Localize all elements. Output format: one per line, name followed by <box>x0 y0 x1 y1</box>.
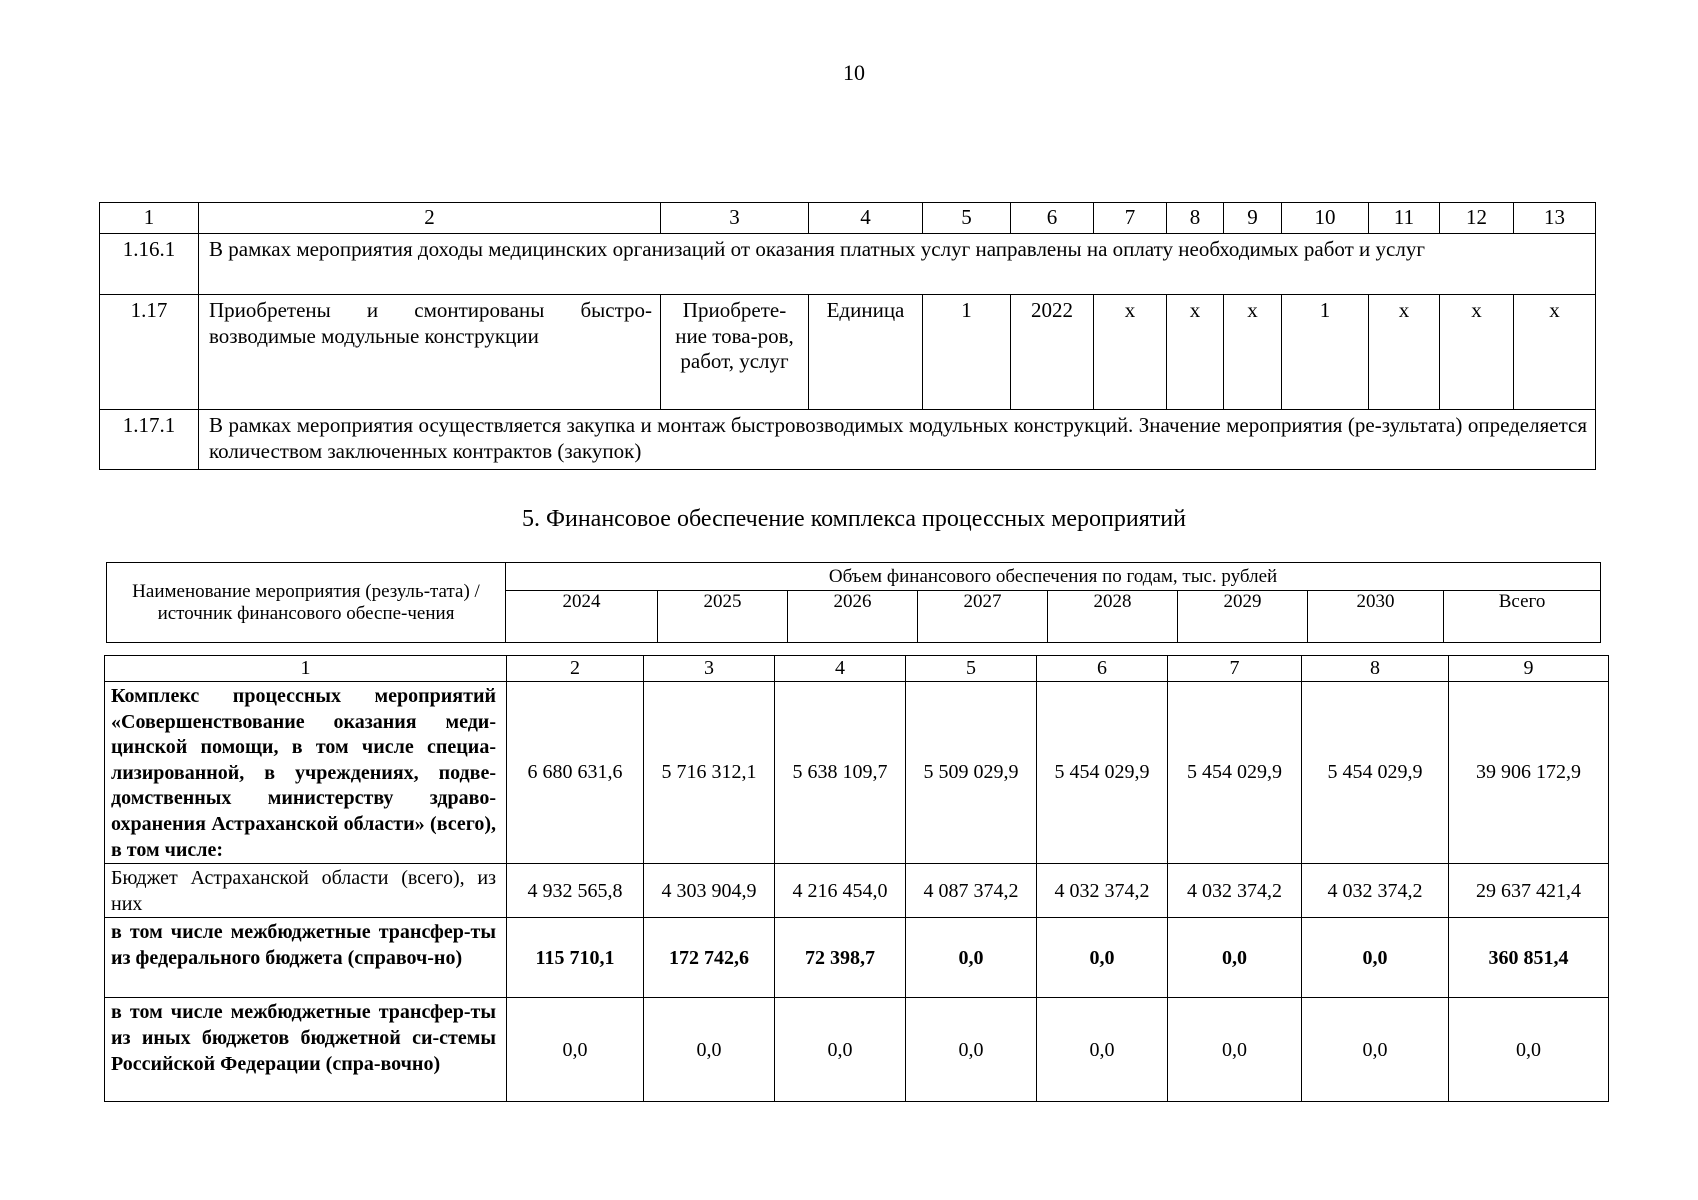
measure-name: в том числе межбюджетные трансфер-ты из федерального бюджета (справоч-но) <box>105 918 507 998</box>
row-number: 1.16.1 <box>100 234 199 295</box>
year-value: х <box>1440 295 1514 410</box>
amount-cell: 172 742,6 <box>644 918 775 998</box>
name-column-header: Наименование мероприятия (резуль-тата) / источник финансового обеспе-чения <box>107 563 506 643</box>
amount-cell: 4 032 374,2 <box>1168 864 1302 918</box>
amount-cell: 0,0 <box>1168 998 1302 1102</box>
column-number: 3 <box>644 656 775 682</box>
year-header: 2024 <box>506 591 658 643</box>
row-description: В рамках мероприятия осуществляется закупка и монтаж быстровозводимых модульных конструкций. Значение мероприятия (ре-зультата) определяется количеством заключенных контрактов (закупок) <box>199 410 1596 470</box>
total-amount-cell: 360 851,4 <box>1449 918 1609 998</box>
year-header: 2025 <box>658 591 788 643</box>
row-number: 1.17 <box>100 295 199 410</box>
financing-header-table <box>106 562 1601 643</box>
year-value: х <box>1094 295 1167 410</box>
amount-cell: 5 509 029,9 <box>906 682 1037 864</box>
amount-cell: 72 398,7 <box>775 918 906 998</box>
year-header: 2030 <box>1308 591 1444 643</box>
column-number: 2 <box>507 656 644 682</box>
measure-name: в том числе межбюджетные трансфер-ты из иных бюджетов бюджетной си-стемы Российской Федерации (спра-вочно) <box>105 998 507 1102</box>
amount-cell: 5 454 029,9 <box>1168 682 1302 864</box>
column-number: 6 <box>1011 203 1094 234</box>
column-number: 9 <box>1449 656 1609 682</box>
table-row <box>105 864 1609 918</box>
column-number: 5 <box>923 203 1011 234</box>
table-row <box>100 295 1596 410</box>
total-amount-cell: 39 906 172,9 <box>1449 682 1609 864</box>
year-value: х <box>1514 295 1596 410</box>
amount-cell: 4 303 904,9 <box>644 864 775 918</box>
table-row <box>105 998 1609 1102</box>
amount-cell: 5 454 029,9 <box>1037 682 1168 864</box>
amount-cell: 115 710,1 <box>507 918 644 998</box>
row-number: 1.17.1 <box>100 410 199 470</box>
column-number: 3 <box>661 203 809 234</box>
measure-name: Комплекс процессных мероприятий «Совершенствование оказания меди-цинской помощи, в том числе специа-лизированной, в учреждениях, подве-домственных министерству здраво-охранения Астраханской области» (всего), в том числе: <box>105 682 507 864</box>
column-number: 4 <box>775 656 906 682</box>
column-number: 4 <box>809 203 923 234</box>
table-row <box>100 234 1596 295</box>
amount-cell: 5 454 029,9 <box>1302 682 1449 864</box>
year-value: х <box>1224 295 1282 410</box>
amount-cell: 0,0 <box>775 998 906 1102</box>
column-number: 10 <box>1282 203 1369 234</box>
total-amount-cell: 29 637 421,4 <box>1449 864 1609 918</box>
column-number: 9 <box>1224 203 1282 234</box>
column-number: 1 <box>100 203 199 234</box>
amount-cell: 0,0 <box>1168 918 1302 998</box>
amount-cell: 5 716 312,1 <box>644 682 775 864</box>
amount-cell: 0,0 <box>507 998 644 1102</box>
year-value: 1 <box>1282 295 1369 410</box>
year-value: х <box>1369 295 1440 410</box>
amount-cell: 4 087 374,2 <box>906 864 1037 918</box>
table-row <box>100 410 1596 470</box>
column-number: 6 <box>1037 656 1168 682</box>
result-name: Приобретены и смонтированы быстро-возводимые модульные конструкции <box>199 295 661 410</box>
year-value: х <box>1167 295 1224 410</box>
year-header: 2028 <box>1048 591 1178 643</box>
year-header: 2027 <box>918 591 1048 643</box>
amount-cell: 0,0 <box>1037 998 1168 1102</box>
amount-cell: 0,0 <box>1302 998 1449 1102</box>
table-header-row <box>100 203 1596 234</box>
result-type: Приобрете-ние това-ров, работ, услуг <box>661 295 809 410</box>
table-row <box>105 918 1609 998</box>
amount-cell: 0,0 <box>1037 918 1168 998</box>
financing-table <box>104 655 1609 1102</box>
amount-cell: 6 680 631,6 <box>507 682 644 864</box>
column-number: 11 <box>1369 203 1440 234</box>
year-header: 2026 <box>788 591 918 643</box>
row-description: В рамках мероприятия доходы медицинских организаций от оказания платных услуг направлены на оплату необходимых работ и услуг <box>199 234 1596 295</box>
amount-cell: 4 032 374,2 <box>1037 864 1168 918</box>
column-number: 2 <box>199 203 661 234</box>
page-number: 10 <box>843 60 865 85</box>
year-header: 2029 <box>1178 591 1308 643</box>
total-header: Всего <box>1444 591 1601 643</box>
section-title: 5. Финансовое обеспечение комплекса процессных мероприятий <box>522 506 1186 532</box>
column-number: 8 <box>1302 656 1449 682</box>
column-number: 13 <box>1514 203 1596 234</box>
column-number: 1 <box>105 656 507 682</box>
column-number: 7 <box>1094 203 1167 234</box>
amount-cell: 0,0 <box>906 998 1037 1102</box>
amount-cell: 4 932 565,8 <box>507 864 644 918</box>
amount-cell: 0,0 <box>906 918 1037 998</box>
column-number: 8 <box>1167 203 1224 234</box>
column-number: 7 <box>1168 656 1302 682</box>
volume-header: Объем финансового обеспечения по годам, тыс. рублей <box>506 563 1601 591</box>
amount-cell: 4 032 374,2 <box>1302 864 1449 918</box>
results-table <box>99 202 1596 470</box>
base-value: 1 <box>923 295 1011 410</box>
measure-name: Бюджет Астраханской области (всего), из них <box>105 864 507 918</box>
table-row <box>105 682 1609 864</box>
amount-cell: 5 638 109,7 <box>775 682 906 864</box>
amount-cell: 4 216 454,0 <box>775 864 906 918</box>
base-year: 2022 <box>1011 295 1094 410</box>
amount-cell: 0,0 <box>1302 918 1449 998</box>
column-number: 5 <box>906 656 1037 682</box>
amount-cell: 0,0 <box>644 998 775 1102</box>
table-header-row <box>105 656 1609 682</box>
unit-of-measure: Единица <box>809 295 923 410</box>
total-amount-cell: 0,0 <box>1449 998 1609 1102</box>
column-number: 12 <box>1440 203 1514 234</box>
